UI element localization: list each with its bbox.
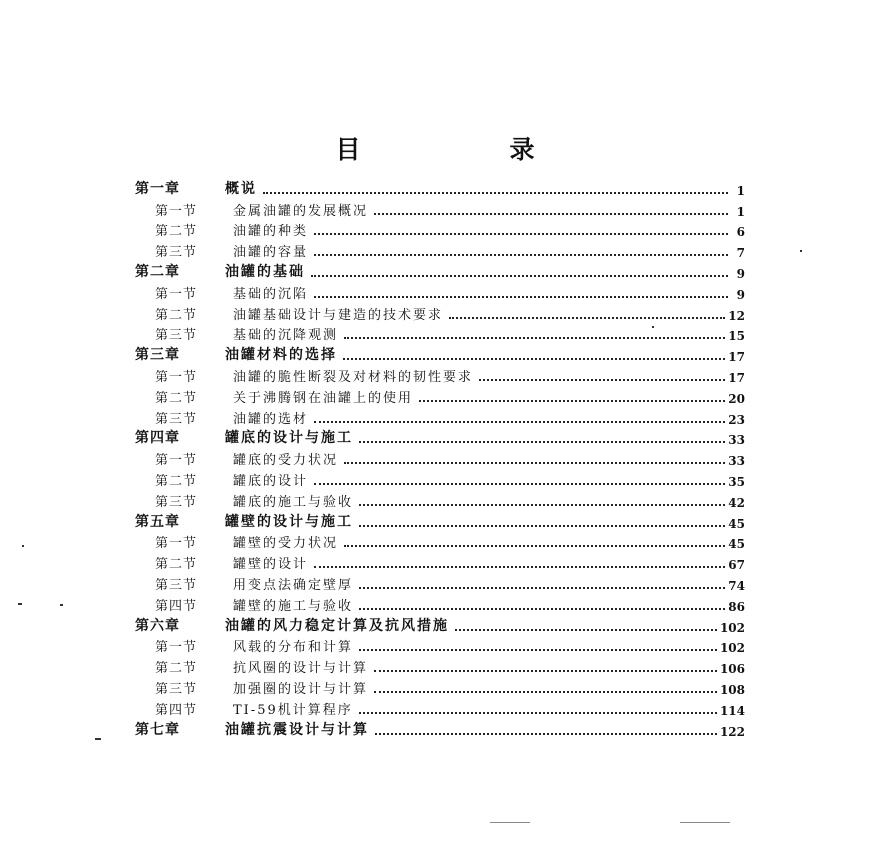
toc-entry-page: 35 (728, 474, 745, 489)
toc-entry-page: 42 (728, 495, 745, 510)
toc-entry-page: 9 (736, 287, 745, 302)
toc-entry-page: 20 (728, 391, 745, 406)
toc-entry-number: 第四章 (135, 430, 180, 447)
dot-leader (359, 525, 725, 527)
toc-section-entry (135, 593, 745, 614)
dot-leader (314, 254, 728, 256)
dot-leader (344, 462, 725, 464)
toc-entry-title: 油罐的容量 (233, 245, 309, 261)
toc-entry-title: 罐壁的设计 (233, 557, 309, 573)
dot-leader (344, 545, 725, 547)
dot-leader (479, 379, 725, 381)
toc-section-entry (135, 219, 745, 240)
toc-section-entry (135, 239, 745, 260)
toc-chapter-entry (135, 260, 745, 281)
toc-entry-number: 第二节 (155, 390, 198, 406)
toc-entry-title: 罐壁的施工与验收 (233, 598, 354, 614)
toc-chapter-entry (135, 718, 745, 739)
toc-entry-number: 第七章 (135, 721, 180, 738)
dot-leader (359, 649, 717, 651)
toc-entry-title: 用变点法确定壁厚 (233, 577, 354, 593)
toc-entry-page: 102 (719, 620, 745, 635)
toc-entry-number: 第二节 (155, 307, 198, 323)
dot-leader (314, 296, 728, 298)
toc-entry-page: 15 (728, 329, 745, 344)
toc-entry-number: 第三节 (155, 328, 198, 344)
toc-section-entry (135, 572, 745, 593)
toc-entry-number: 第一章 (135, 180, 180, 197)
toc-entry-page: 33 (728, 433, 745, 448)
toc-entry-title: 加强圈的设计与计算 (233, 681, 369, 697)
toc-entry-page: 1 (736, 204, 745, 219)
dot-leader (314, 483, 725, 485)
toc-entry-page: 17 (728, 350, 745, 365)
dot-leader (359, 608, 725, 610)
toc-section-entry (135, 676, 745, 697)
dot-leader (374, 213, 728, 215)
toc-chapter-entry (135, 343, 745, 364)
toc-section-entry (135, 655, 745, 676)
toc-entry-page: 86 (728, 599, 745, 614)
toc-entry-title: 抗风圈的设计与计算 (233, 661, 369, 677)
toc-entry-page: 45 (728, 516, 745, 531)
dot-leader (263, 192, 728, 194)
toc-entry-title: 罐底的受力状况 (233, 453, 339, 469)
toc-entry-page: 108 (719, 682, 745, 697)
dot-leader (344, 337, 725, 339)
dot-leader (359, 504, 725, 506)
toc-section-entry (135, 281, 745, 302)
toc-section-entry (135, 302, 745, 323)
toc-entry-title: 基础的沉降观测 (233, 328, 339, 344)
toc-entry-number: 第二节 (155, 661, 198, 677)
toc-entry-number: 第一节 (155, 640, 198, 656)
toc-section-entry (135, 468, 745, 489)
toc-entry-page: 1 (736, 183, 745, 198)
toc-entry-page: 33 (728, 454, 745, 469)
dot-leader (449, 317, 725, 319)
toc-section-entry (135, 531, 745, 552)
toc-section-entry (135, 385, 745, 406)
toc-entry-title: 油罐抗震设计与计算 (225, 721, 369, 738)
dot-leader (375, 733, 717, 735)
toc-entry-number: 第二节 (155, 557, 198, 573)
toc-entry-page: 114 (719, 703, 745, 718)
dot-leader (314, 566, 725, 568)
toc-entry-number: 第三节 (155, 577, 198, 593)
toc-entry-page: 23 (728, 412, 745, 427)
dot-leader (343, 358, 725, 360)
toc-entry-number: 第二章 (135, 263, 180, 280)
toc-entry-page: 7 (736, 246, 745, 261)
toc-entry-number: 第三章 (135, 347, 180, 364)
toc-entry-title: TI-59机计算程序 (233, 702, 353, 718)
dot-leader (359, 587, 725, 589)
toc-entry-title: 油罐基础设计与建造的技术要求 (233, 307, 444, 323)
toc-section-entry (135, 364, 745, 385)
toc-entry-title: 油罐的风力稳定计算及抗风措施 (225, 617, 449, 634)
toc-section-entry (135, 406, 745, 427)
dot-leader (314, 233, 728, 235)
toc-entry-number: 第二节 (155, 473, 198, 489)
toc-entry-page: 12 (728, 308, 745, 323)
toc-entry-title: 罐底的施工与验收 (233, 494, 354, 510)
toc-entry-title: 概说 (225, 180, 257, 197)
dot-leader (455, 629, 717, 631)
page-title: 目 录 (335, 135, 597, 164)
dot-leader (311, 275, 728, 277)
toc-chapter-entry (135, 427, 745, 448)
dot-leader (374, 670, 717, 672)
toc-entry-page: 74 (728, 578, 745, 593)
toc-entry-title: 罐底的设计与施工 (225, 430, 353, 447)
toc-entry-page: 45 (728, 537, 745, 552)
toc-entry-title: 油罐的种类 (233, 224, 309, 240)
toc-section-entry (135, 635, 745, 656)
toc-chapter-entry (135, 614, 745, 635)
dot-leader (359, 441, 725, 443)
toc-entry-page: 67 (728, 558, 745, 573)
dot-leader (419, 400, 725, 402)
toc-entry-title: 油罐的基础 (225, 263, 305, 280)
toc-entry-number: 第三节 (155, 681, 198, 697)
toc-entry-page: 17 (728, 370, 745, 385)
toc-entry-number: 第三节 (155, 411, 198, 427)
toc-entry-title: 罐壁的受力状况 (233, 536, 339, 552)
toc-section-entry (135, 447, 745, 468)
toc-entry-number: 第三节 (155, 494, 198, 510)
toc-entry-number: 第一节 (155, 369, 198, 385)
toc-entry-page: 9 (736, 266, 745, 281)
toc-entry-title: 油罐的选材 (233, 411, 309, 427)
toc-entry-title: 罐壁的设计与施工 (225, 513, 353, 530)
toc-entry-title: 关于沸腾钢在油罐上的使用 (233, 390, 414, 406)
toc-section-entry (135, 551, 745, 572)
toc-entry-number: 第五章 (135, 513, 180, 530)
toc-entry-number: 第四节 (155, 598, 198, 614)
toc-entry-title: 风载的分布和计算 (233, 640, 354, 656)
toc-entry-page: 106 (719, 662, 745, 677)
toc-entry-title: 金属油罐的发展概况 (233, 203, 369, 219)
toc-entry-title: 基础的沉陷 (233, 286, 309, 302)
toc-section-entry (135, 489, 745, 510)
toc-entry-title: 油罐材料的选择 (225, 347, 337, 364)
table-of-contents (135, 177, 745, 739)
toc-entry-number: 第一节 (155, 203, 198, 219)
toc-entry-number: 第二节 (155, 224, 198, 240)
dot-leader (374, 691, 717, 693)
toc-entry-page: 122 (719, 724, 745, 739)
toc-entry-number: 第一节 (155, 536, 198, 552)
dot-leader (359, 712, 717, 714)
toc-entry-title: 油罐的脆性断裂及对材料的韧性要求 (233, 369, 474, 385)
toc-entry-number: 第一节 (155, 453, 198, 469)
toc-entry-number: 第四节 (155, 702, 198, 718)
toc-section-entry (135, 198, 745, 219)
toc-entry-page: 102 (719, 641, 745, 656)
toc-chapter-entry (135, 177, 745, 198)
toc-entry-page: 6 (736, 225, 745, 240)
toc-chapter-entry (135, 510, 745, 531)
toc-entry-title: 罐底的设计 (233, 473, 309, 489)
toc-entry-number: 第六章 (135, 617, 180, 634)
dot-leader (314, 421, 725, 423)
toc-section-entry (135, 697, 745, 718)
toc-entry-number: 第三节 (155, 245, 198, 261)
toc-entry-number: 第一节 (155, 286, 198, 302)
